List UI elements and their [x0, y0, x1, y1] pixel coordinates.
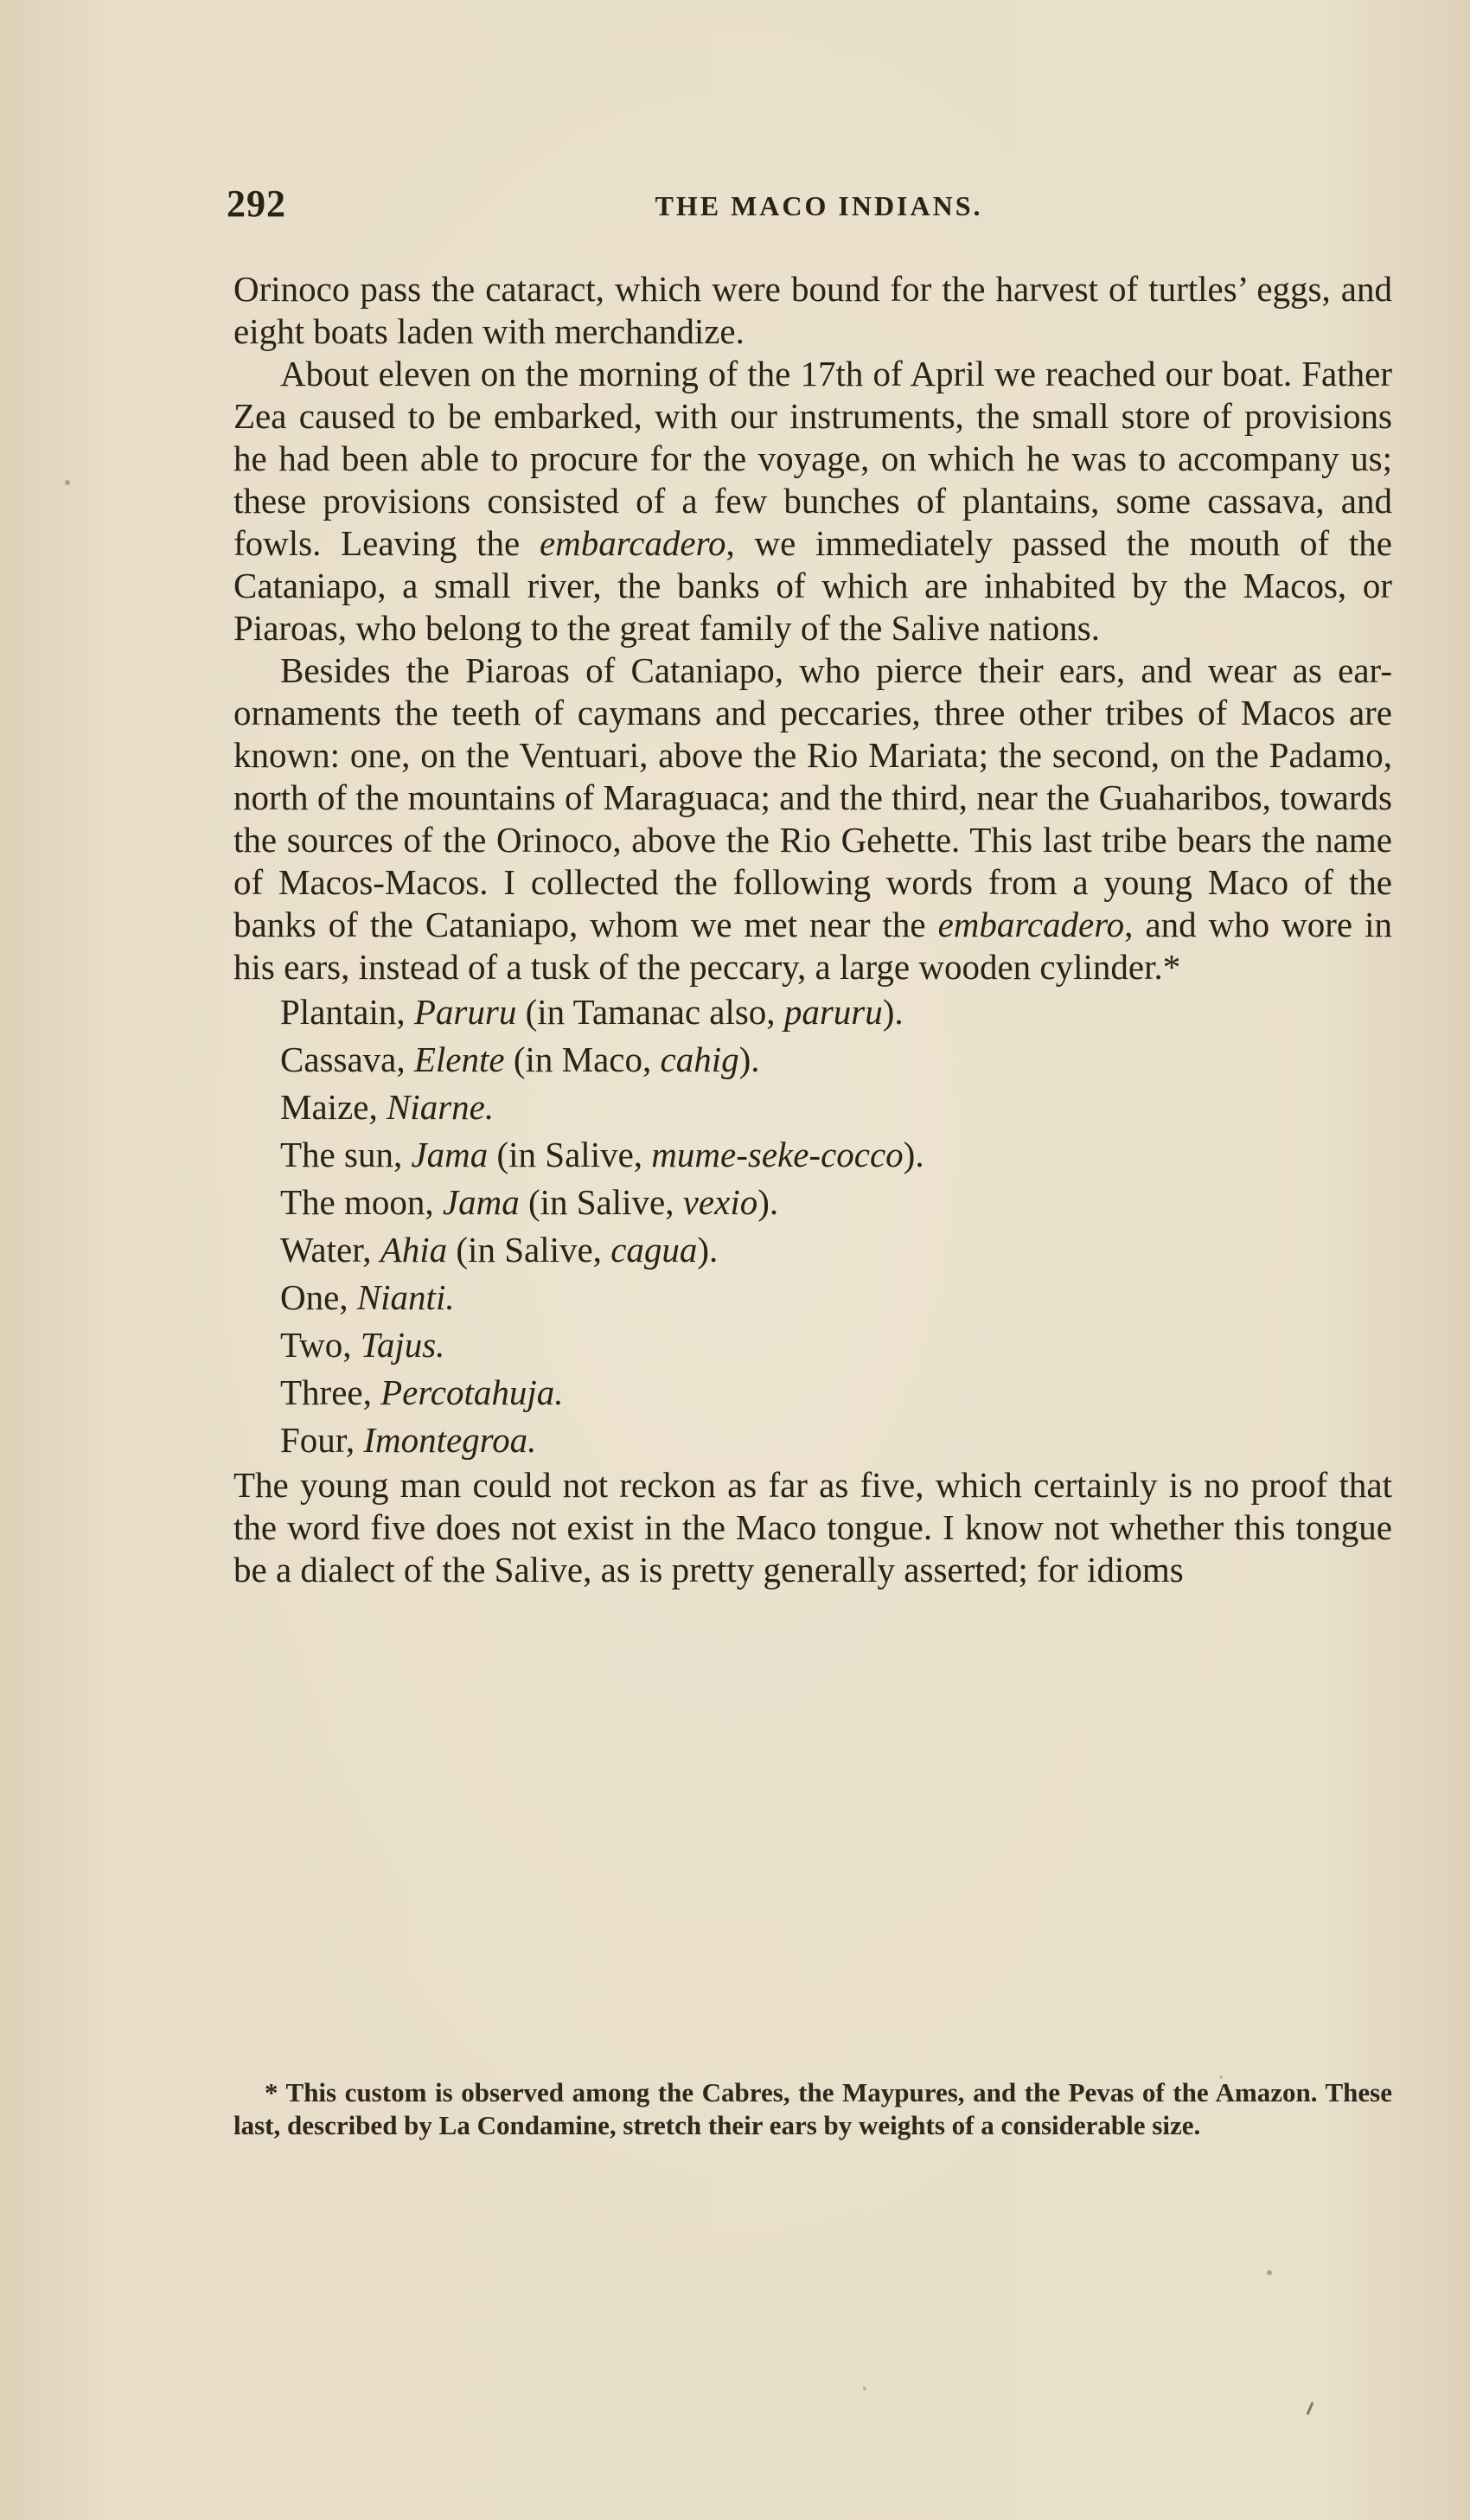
vocabulary-note-word: paruru — [783, 992, 883, 1032]
vocabulary-maco-word: Elente — [413, 1039, 505, 1079]
vocabulary-english: Three, — [280, 1372, 381, 1412]
vocabulary-note-prefix: (in Maco, — [504, 1039, 661, 1079]
vocabulary-maco-word: Niarne. — [386, 1087, 495, 1127]
vocabulary-note-word: mume-seke-cocco — [651, 1135, 904, 1174]
vocabulary-note-word: cagua — [610, 1230, 698, 1270]
vocabulary-english: The moon, — [280, 1182, 443, 1222]
paragraph-3-text-a: Besides the Piaroas of Cataniapo, who pierce their ears, and wear as ear-ornaments the teeth of caymans and peccaries, three other tribes of Macos are known: one, on the Ventuari, above the Rio Mariata; the second, on the Padamo, north of the mountains of Maraguaca; and the third, near the Guaharibos, towards the sources of the Orinoco, above the Rio Gehette. This last tribe bears the name of Macos-Macos. I collected the following words from a young Maco of the banks of the Cataniapo, whom we met near the — [233, 650, 1392, 944]
footnote-text: * This custom is observed among the Cabres, the Maypures, and the Pevas of the Amazon. These last, described by La Condamine, stretch their ears by weights of a considerable size. — [233, 2077, 1392, 2140]
page-number: 292 — [227, 182, 286, 225]
paragraph-2 — [233, 353, 1392, 649]
vocabulary-english: One, — [280, 1277, 357, 1317]
running-title: THE MACO INDIANS. — [655, 190, 983, 221]
vocabulary-maco-word: Paruru — [413, 992, 517, 1032]
vocabulary-english: Cassava, — [280, 1039, 414, 1079]
vocabulary-entry — [233, 1369, 1392, 1417]
vocabulary-note-prefix: (in Salive, — [488, 1135, 652, 1174]
vocabulary-entry — [233, 1084, 1392, 1131]
vocabulary-entry — [233, 1226, 1392, 1274]
vocabulary-note-prefix: (in Tamanac also, — [516, 992, 784, 1032]
footnote — [233, 2076, 1392, 2142]
vocabulary-english: Maize, — [280, 1087, 387, 1127]
paragraph-4-text: The young man could not reckon as far as five, which certainly is no proof that the word five does not exist in the Maco tongue. I know not whether this tongue be a dialect of the Salive, as is pretty generally asserted; for idioms — [233, 1465, 1392, 1589]
vocabulary-note-suffix: ). — [903, 1135, 924, 1174]
body-text — [233, 268, 1392, 1591]
vocabulary-english: Water, — [280, 1230, 380, 1270]
vocabulary-list — [233, 988, 1392, 1464]
vocabulary-note-word: cahig — [660, 1039, 739, 1079]
vocabulary-note-suffix: ). — [757, 1182, 779, 1222]
vocabulary-maco-word: Jama — [442, 1182, 520, 1222]
vocabulary-english: Four, — [280, 1420, 364, 1460]
vocabulary-english: The sun, — [280, 1135, 412, 1174]
page-header — [227, 182, 1394, 233]
vocabulary-note-word: vexio — [682, 1182, 758, 1222]
vocabulary-entry — [233, 1274, 1392, 1321]
vocabulary-note-suffix: ). — [697, 1230, 719, 1270]
paragraph-3-italic: embarcadero — [937, 905, 1125, 944]
vocabulary-note-suffix: ). — [882, 992, 904, 1032]
vocabulary-maco-word: Percotahuja. — [380, 1372, 564, 1412]
vocabulary-entry — [233, 1179, 1392, 1226]
vocabulary-maco-word: Ahia — [380, 1230, 448, 1270]
vocabulary-maco-word: Imontegroa. — [363, 1420, 537, 1460]
paragraph-1 — [233, 268, 1392, 353]
paragraph-4 — [233, 1464, 1392, 1591]
paragraph-2-text-b: , we immediately passed the mouth of the Cataniapo, a small river, the banks of which are inhabited by the Macos, or Piaroas, who belong to the great family of the Salive nations. — [233, 523, 1393, 648]
vocabulary-maco-word: Tajus. — [360, 1325, 445, 1365]
speck — [863, 2387, 866, 2390]
vocabulary-note-prefix: (in Salive, — [519, 1182, 683, 1222]
vocabulary-maco-word: Jama — [411, 1135, 489, 1174]
vocabulary-entry — [233, 1131, 1392, 1179]
vocabulary-entry — [233, 1417, 1392, 1464]
vocabulary-note-suffix: ). — [738, 1039, 760, 1079]
speck — [65, 480, 70, 485]
vocabulary-entry — [233, 1036, 1392, 1084]
paragraph-3-text-b: , and who wore in his ears, instead of a tusk of the peccary, a large wooden cylinder.* — [233, 905, 1392, 987]
vocabulary-english: Two, — [280, 1325, 361, 1365]
vocabulary-maco-word: Nianti. — [356, 1277, 455, 1317]
speck — [1267, 2270, 1272, 2275]
paragraph-3 — [233, 649, 1392, 988]
vocabulary-note-prefix: (in Salive, — [447, 1230, 611, 1270]
speck — [1307, 2402, 1313, 2414]
vocabulary-entry — [233, 1321, 1392, 1369]
vocabulary-english: Plantain, — [280, 992, 414, 1032]
vocabulary-entry — [233, 988, 1392, 1036]
paragraph-1-text: Orinoco pass the cataract, which were bound for the harvest of turtles’ eggs, and eight boats laden with merchandize. — [233, 269, 1392, 351]
paragraph-2-italic: embarcadero — [539, 523, 726, 563]
paragraph-2-text-a: About eleven on the morning of the 17th of April we reached our boat. Father Zea caused to be embarked, with our instruments, the small store of provisions he had been able to procure for the voyage, on which he was to accompany us; these provisions consisted of a few bunches of plantains, some cassava, and fowls. Leaving the — [233, 354, 1392, 563]
